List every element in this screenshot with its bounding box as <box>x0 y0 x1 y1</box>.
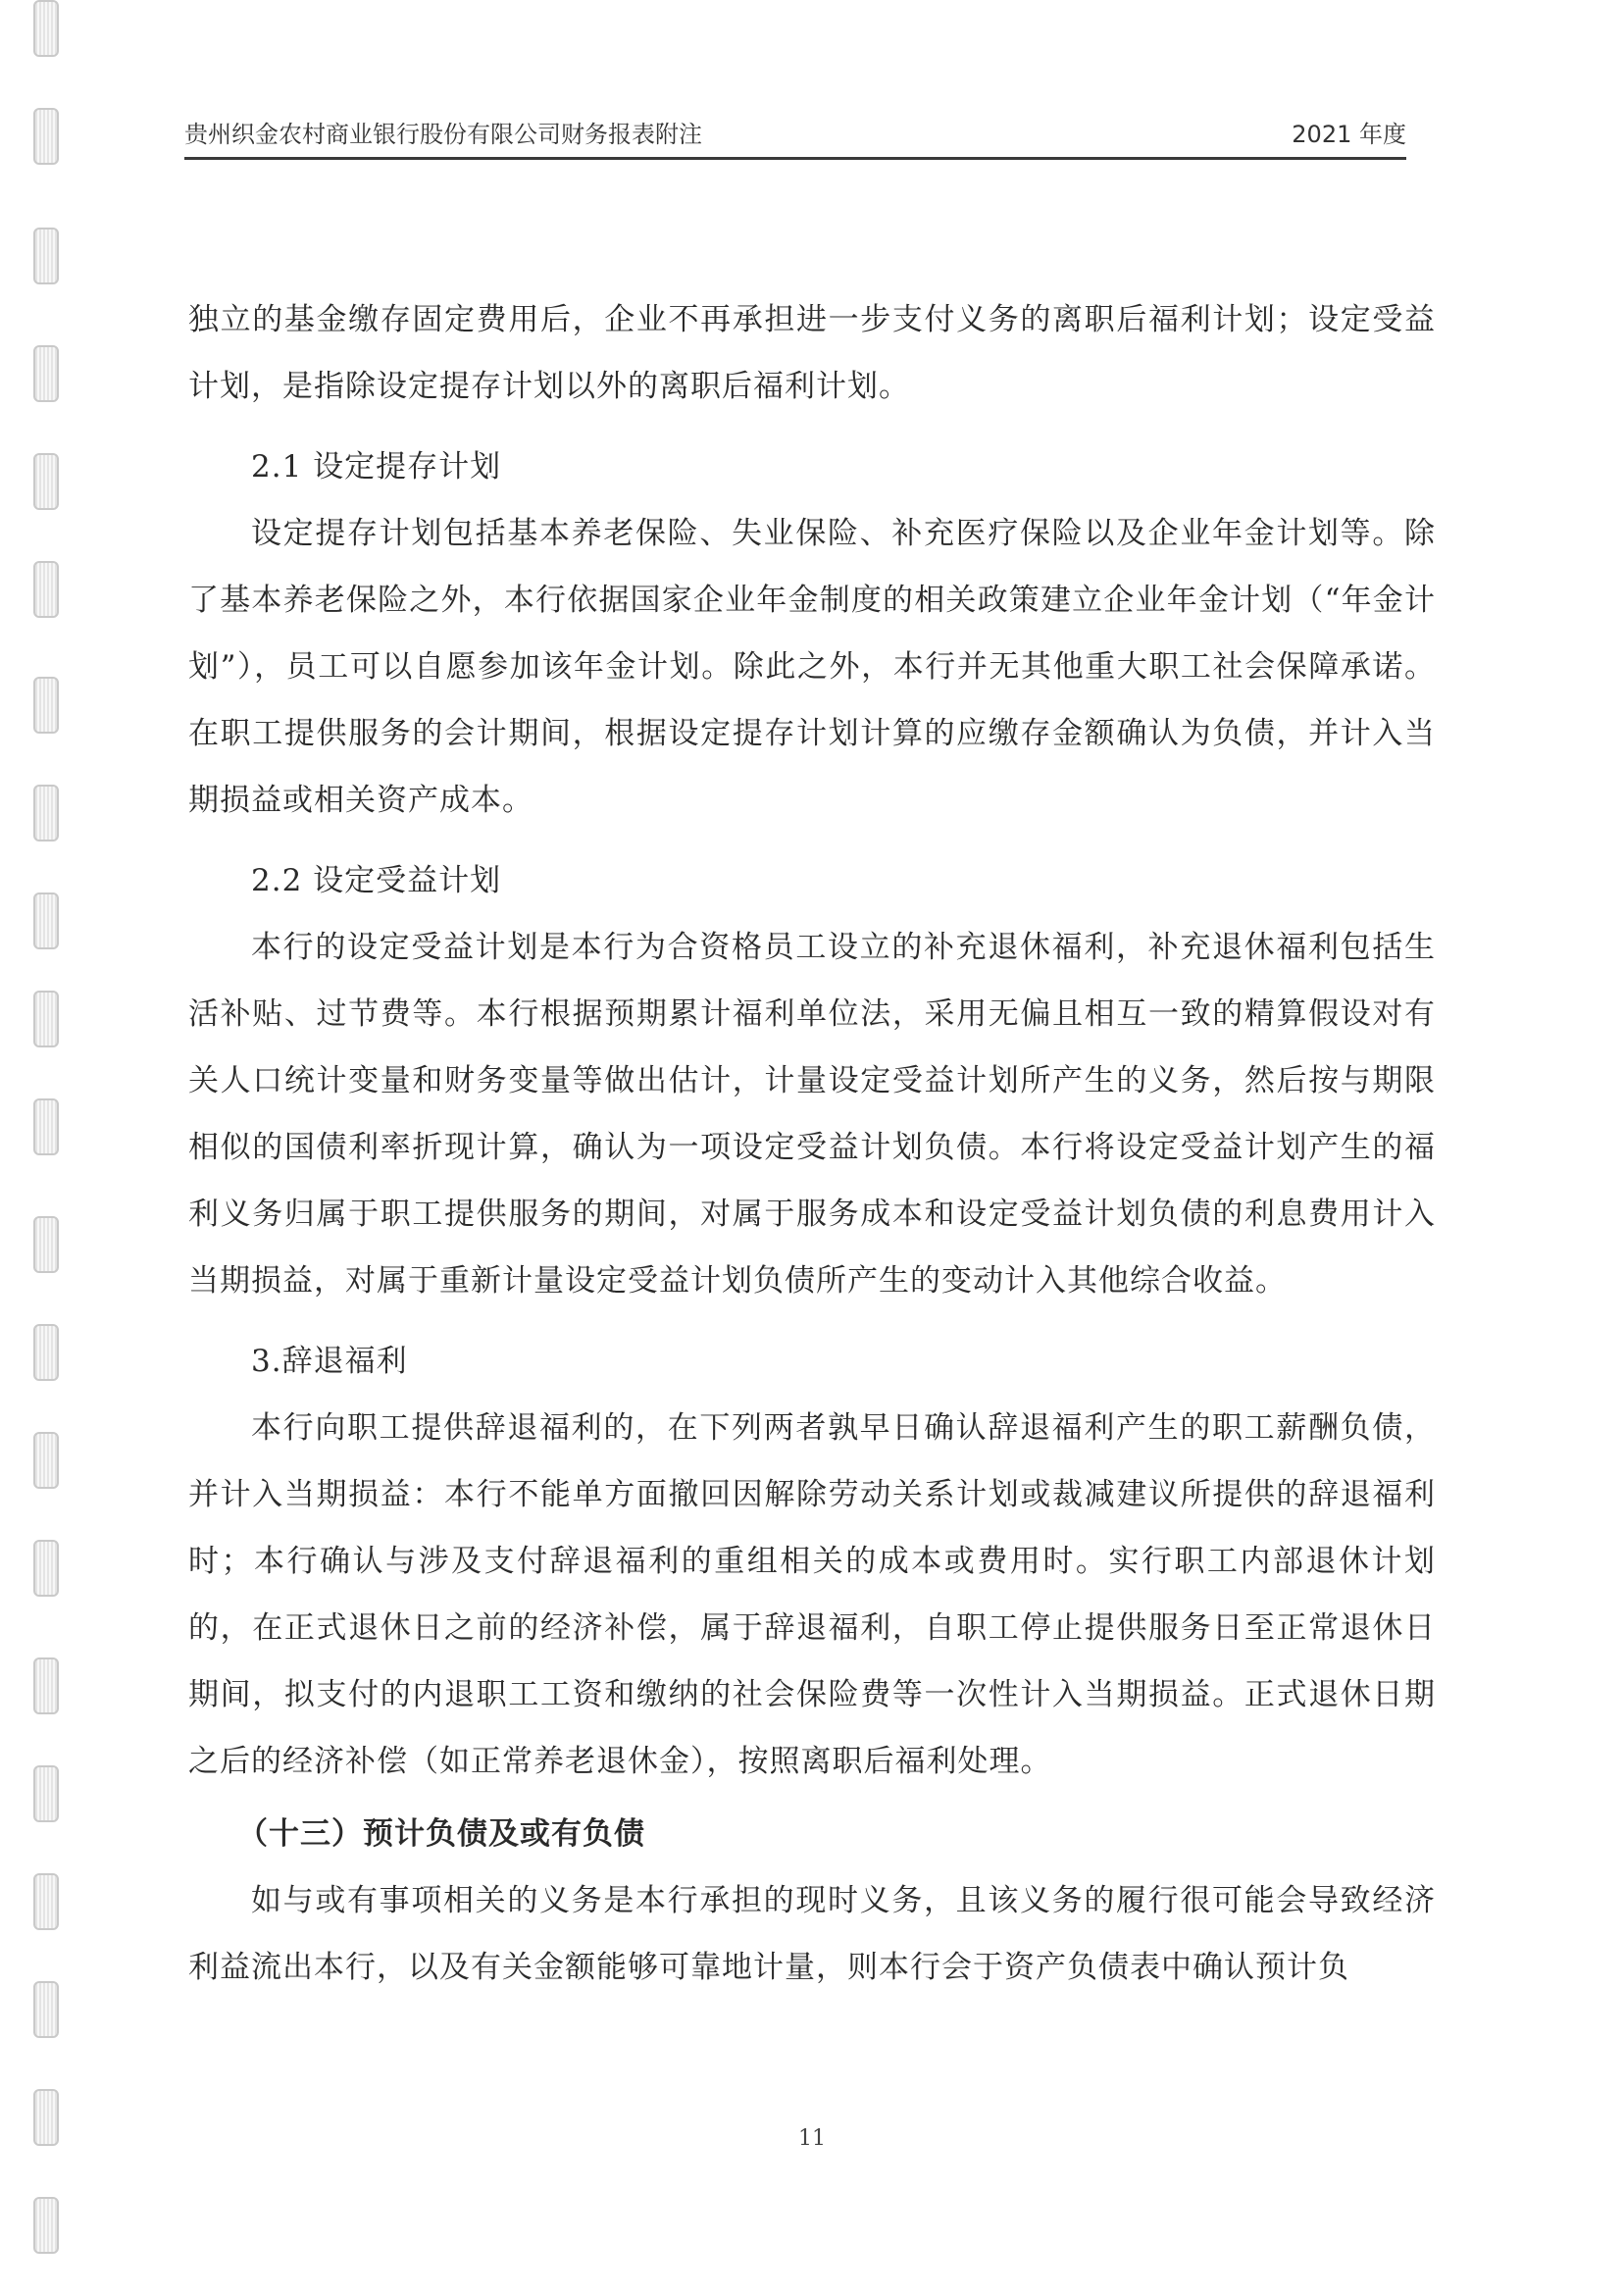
paragraph-termination-benefits: 本行向职工提供辞退福利的，在下列两者孰早日确认辞退福利产生的职工薪酬负债，并计入当期损益：本行不能单方面撤回因解除劳动关系计划或裁减建议所提供的辞退福利时；本行确认与涉及支付辞退福利的重组相关的成本或费用时。实行职工内部退休计划的，在正式退休日之前的经济补偿，属于辞退福利，自职工停止提供服务日至正常退休日期间，拟支付的内退职工工资和缴纳的社会保险费等一次性计入当期损益。正式退休日期之后的经济补偿（如正常养老退休金），按照离职后福利处理。 <box>188 1410 1436 1779</box>
page-header <box>184 110 1406 160</box>
binding-hole <box>33 561 59 618</box>
section-heading-provisions: （十三）预计负债及或有负债 <box>237 1816 645 1852</box>
document-body <box>188 286 1436 2001</box>
binding-hole <box>33 1981 59 2038</box>
binding-hole <box>33 677 59 734</box>
paragraph-defined-contribution: 设定提存计划包括基本养老保险、失业保险、补充医疗保险以及企业年金计划等。除了基本养老保险之外，本行依据国家企业年金制度的相关政策建立企业年金计划（“年金计划”），员工可以自愿参加该年金计划。除此之外，本行并无其他重大职工社会保障承诺。在职工提供服务的会计期间，根据设定提存计划计算的应缴存金额确认为负债，并计入当期损益或相关资产成本。 <box>188 516 1436 818</box>
binding-hole <box>33 108 59 165</box>
binding-hole <box>33 2197 59 2254</box>
paragraph-defined-benefit: 本行的设定受益计划是本行为合资格员工设立的补充退休福利，补充退休福利包括生活补贴、过节费等。本行根据预期累计福利单位法，采用无偏且相互一致的精算假设对有关人口统计变量和财务变量等做出估计，计量设定受益计划所产生的义务，然后按与期限相似的国债利率折现计算，确认为一项设定受益计划负债。本行将设定受益计划产生的福利义务归属于职工提供服务的期间，对属于服务成本和设定受益计划负债的利息费用计入当期损益，对属于重新计量设定受益计划负债所产生的变动计入其他综合收益。 <box>188 930 1436 1299</box>
binding-hole <box>33 1432 59 1489</box>
paragraph-continuation: 独立的基金缴存固定费用后，企业不再承担进一步支付义务的离职后福利计划；设定受益计划，是指除设定提存计划以外的离职后福利计划。 <box>188 302 1436 404</box>
binding-hole <box>33 228 59 284</box>
binding-hole <box>33 453 59 510</box>
page-number: 11 <box>798 2126 826 2151</box>
subheading-defined-benefit: 2.2 设定受益计划 <box>251 863 502 898</box>
binding-hole <box>33 1098 59 1155</box>
binding-holes <box>29 0 63 2294</box>
subheading-termination-benefits: 3.辞退福利 <box>251 1344 408 1379</box>
subheading-defined-contribution: 2.1 设定提存计划 <box>251 449 502 484</box>
binding-hole <box>33 785 59 841</box>
binding-hole <box>33 0 59 57</box>
binding-hole <box>33 1216 59 1273</box>
binding-hole <box>33 1765 59 1822</box>
binding-hole <box>33 1324 59 1381</box>
binding-hole <box>33 1540 59 1597</box>
binding-hole <box>33 1873 59 1930</box>
header-title: 贵州织金农村商业银行股份有限公司财务报表附注 <box>184 121 702 148</box>
binding-hole <box>33 892 59 949</box>
paragraph-provisions: 如与或有事项相关的义务是本行承担的现时义务，且该义务的履行很可能会导致经济利益流出本行，以及有关金额能够可靠地计量，则本行会于资产负债表中确认预计负 <box>188 1883 1436 1985</box>
header-year: 2021 年度 <box>1292 121 1406 148</box>
binding-hole <box>33 345 59 402</box>
binding-hole <box>33 991 59 1047</box>
binding-hole <box>33 1657 59 1714</box>
